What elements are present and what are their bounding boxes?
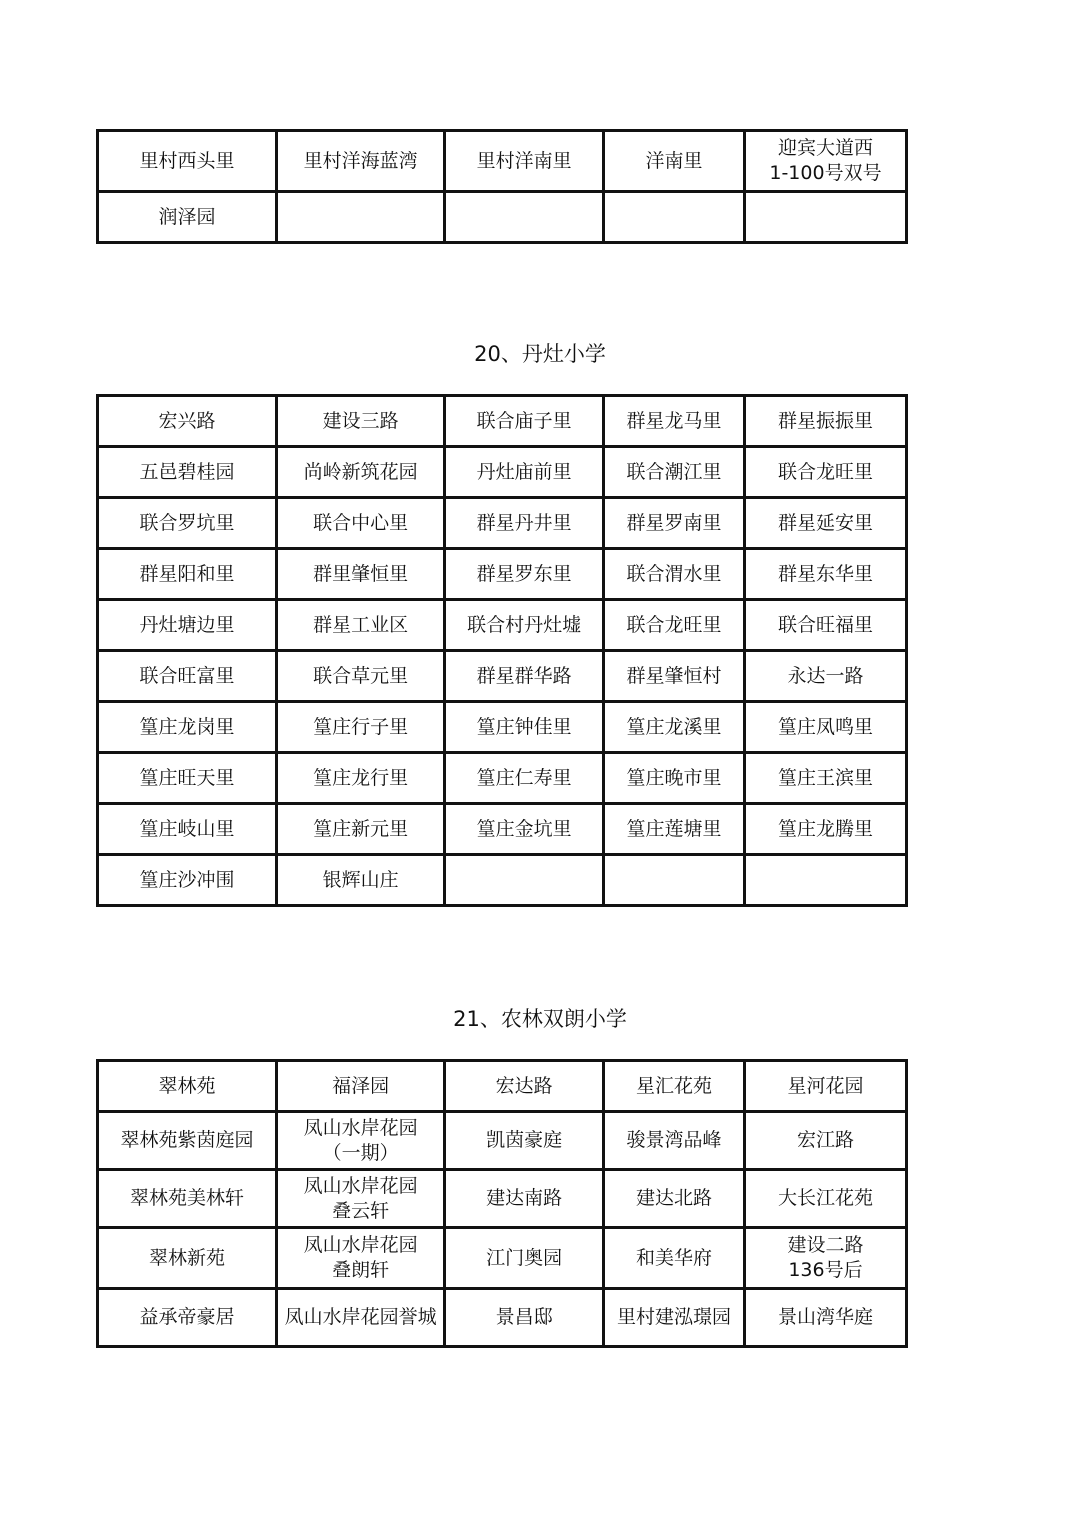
table-cell: [744, 855, 906, 906]
table-cell: [744, 192, 906, 243]
table-cell: 篁庄凤鸣里: [744, 702, 906, 753]
table-cell: 篁庄钟佳里: [445, 702, 604, 753]
table-cell: 群星东华里: [744, 549, 906, 600]
table-cell: 群星丹井里: [445, 498, 604, 549]
table-cell: 群星罗东里: [445, 549, 604, 600]
table-row: [98, 855, 907, 906]
street-table-danzao: [96, 394, 908, 907]
table-cell: 篁庄龙腾里: [744, 804, 906, 855]
table-cell: 里村洋海蓝湾: [277, 131, 445, 192]
table-row: [98, 600, 907, 651]
table-row: [98, 1228, 907, 1289]
table-cell: 里村西头里: [98, 131, 277, 192]
table-cell: 群星龙马里: [604, 396, 745, 447]
table-row: [98, 1289, 907, 1347]
table-cell: 群星罗南里: [604, 498, 745, 549]
table-cell: 建达南路: [445, 1170, 604, 1228]
table-cell: 迎宾大道西 1-100号双号: [744, 131, 906, 192]
table-cell: 星河花园: [744, 1061, 906, 1112]
table-cell: 篁庄旺天里: [98, 753, 277, 804]
table-cell: 凤山水岸花园 叠云轩: [277, 1170, 445, 1228]
table-cell: 翠林苑紫茵庭园: [98, 1112, 277, 1170]
table-cell: 篁庄龙行里: [277, 753, 445, 804]
table-cell: 群星肇恒村: [604, 651, 745, 702]
table-cell: 联合渭水里: [604, 549, 745, 600]
table-cell: 联合龙旺里: [744, 447, 906, 498]
table-cell: 和美华府: [604, 1228, 745, 1289]
table-cell: 联合龙旺里: [604, 600, 745, 651]
table-cell: 凯茵豪庭: [445, 1112, 604, 1170]
table-cell: 联合村丹灶墟: [445, 600, 604, 651]
table-cell: 星汇花苑: [604, 1061, 745, 1112]
table-cell: [277, 192, 445, 243]
table-cell: 银辉山庄: [277, 855, 445, 906]
table-body: [98, 396, 907, 906]
table-cell: 翠林新苑: [98, 1228, 277, 1289]
table-row: [98, 549, 907, 600]
table-cell: 联合旺福里: [744, 600, 906, 651]
table-cell: 篁庄龙溪里: [604, 702, 745, 753]
table-cell: 篁庄岐山里: [98, 804, 277, 855]
table-cell: 篁庄晚市里: [604, 753, 745, 804]
table-body: [98, 131, 907, 243]
table-cell: 群星群华路: [445, 651, 604, 702]
table-row: [98, 804, 907, 855]
table-cell: 里村建泓璟园: [604, 1289, 745, 1347]
table-cell: 大长江花苑: [744, 1170, 906, 1228]
table-cell: 翠林苑: [98, 1061, 277, 1112]
table-cell: 景昌邸: [445, 1289, 604, 1347]
table-cell: [445, 855, 604, 906]
table-cell: 宏江路: [744, 1112, 906, 1170]
table-row: [98, 702, 907, 753]
street-table-top: [96, 129, 908, 244]
table-cell: 篁庄金坑里: [445, 804, 604, 855]
table-cell: 福泽园: [277, 1061, 445, 1112]
table-cell: 润泽园: [98, 192, 277, 243]
table-cell: 五邑碧桂园: [98, 447, 277, 498]
table-cell: 篁庄新元里: [277, 804, 445, 855]
table-cell: 群星工业区: [277, 600, 445, 651]
table-row: [98, 447, 907, 498]
table-cell: [604, 855, 745, 906]
table-cell: 篁庄行子里: [277, 702, 445, 753]
table-cell: 篁庄仁寿里: [445, 753, 604, 804]
table-cell: [445, 192, 604, 243]
table-cell: 里村洋南里: [445, 131, 604, 192]
table-row: [98, 396, 907, 447]
table-cell: 翠林苑美林轩: [98, 1170, 277, 1228]
table-cell: 江门奥园: [445, 1228, 604, 1289]
table-cell: 建达北路: [604, 1170, 745, 1228]
table-cell: 景山湾华庭: [744, 1289, 906, 1347]
table-row: [98, 131, 907, 192]
table-cell: 群星阳和里: [98, 549, 277, 600]
table-cell: 联合庙子里: [445, 396, 604, 447]
table-cell: 建设三路: [277, 396, 445, 447]
table-cell: 丹灶塘边里: [98, 600, 277, 651]
table-cell: 建设二路 136号后: [744, 1228, 906, 1289]
table-cell: 群星延安里: [744, 498, 906, 549]
table-cell: 篁庄沙冲围: [98, 855, 277, 906]
table-row: [98, 192, 907, 243]
table-row: [98, 651, 907, 702]
table-cell: 宏兴路: [98, 396, 277, 447]
table-row: [98, 753, 907, 804]
table-cell: 群星振振里: [744, 396, 906, 447]
table-cell: [604, 192, 745, 243]
table-cell: 益承帝豪居: [98, 1289, 277, 1347]
table-cell: 宏达路: [445, 1061, 604, 1112]
table-row: [98, 1170, 907, 1228]
table-cell: 骏景湾品峰: [604, 1112, 745, 1170]
table-cell: 联合中心里: [277, 498, 445, 549]
table-cell: 篁庄王滨里: [744, 753, 906, 804]
street-table-nonglin: [96, 1059, 908, 1348]
table-row: [98, 498, 907, 549]
table-row: [98, 1061, 907, 1112]
section-title-danzao: 20、丹灶小学: [474, 342, 606, 366]
table-cell: 洋南里: [604, 131, 745, 192]
table-row: [98, 1112, 907, 1170]
table-cell: 凤山水岸花园誉城: [277, 1289, 445, 1347]
table-cell: 凤山水岸花园 （一期）: [277, 1112, 445, 1170]
table-cell: 篁庄龙岗里: [98, 702, 277, 753]
table-cell: 联合罗坑里: [98, 498, 277, 549]
table-cell: 联合旺富里: [98, 651, 277, 702]
table-cell: 篁庄莲塘里: [604, 804, 745, 855]
table-cell: 尚岭新筑花园: [277, 447, 445, 498]
table-cell: 凤山水岸花园 叠朗轩: [277, 1228, 445, 1289]
table-cell: 联合草元里: [277, 651, 445, 702]
table-body: [98, 1061, 907, 1347]
table-cell: 联合潮江里: [604, 447, 745, 498]
table-cell: 群里肇恒里: [277, 549, 445, 600]
table-cell: 永达一路: [744, 651, 906, 702]
table-cell: 丹灶庙前里: [445, 447, 604, 498]
section-title-nonglin: 21、农林双朗小学: [453, 1007, 627, 1031]
